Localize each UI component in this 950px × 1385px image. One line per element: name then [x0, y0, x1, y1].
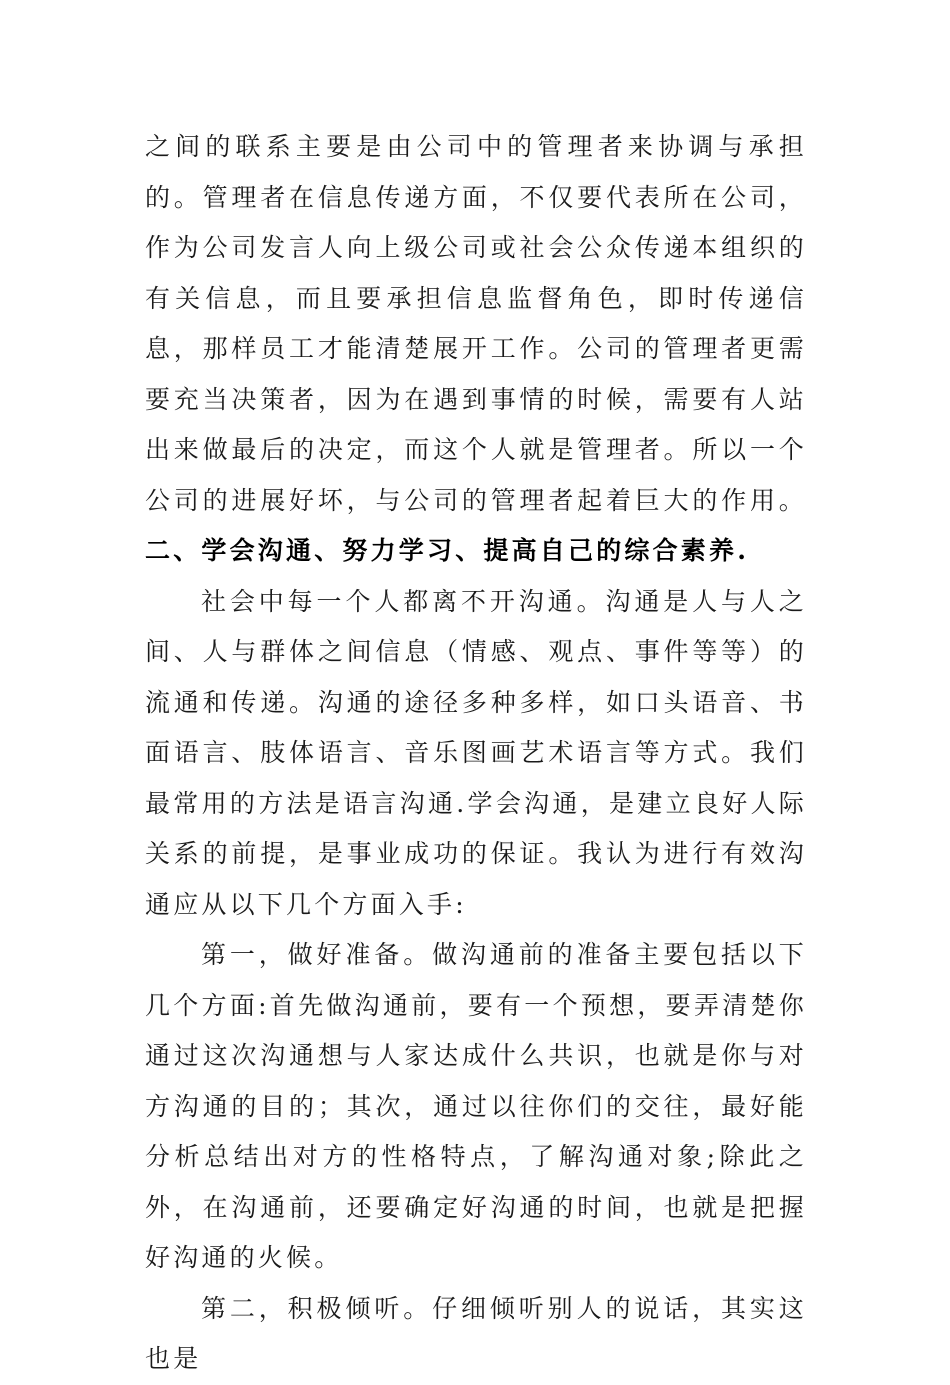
- paragraph-3: 第一，做好准备。做沟通前的准备主要包括以下几个方面:首先做沟通前，要有一个预想，要弄清楚你通过这次沟通想与人家达成什么共识，也就是你与对方沟通的目的；其次，通过以往你们的交往，最好能分析总结出对方的性格特点，了解沟通对象;除此之外，在沟通前，还要确定好沟通的时间，也就是把握好沟通的火候。: [145, 940, 807, 1272]
- paragraph-2: 社会中每一个人都离不开沟通。沟通是人与人之间、人与群体之间信息（情感、观点、事件等等）的流通和传递。沟通的途径多种多样，如口头语音、书面语言、肢体语言、音乐图画艺术语言等方式。我们最常用的方法是语言沟通.学会沟通，是建立良好人际关系的前提，是事业成功的保证。我认为进行有效沟通应从以下几个方面入手:: [145, 586, 807, 919]
- paragraph-1-text: 之间的联系主要是由公司中的管理者来协调与承担的。管理者在信息传递方面，不仅要代表所在公司，作为公司发言人向上级公司或社会公众传递本组织的有关信息，而且要承担信息监督角色，即时传递信息，那样员工才能清楚展开工作。公司的管理者更需要充当决策者，因为在遇到事情的时候，需要有人站出来做最后的决定，而这个人就是管理者。所以一个公司的进展好坏，与公司的管理者起着巨大的作用。: [145, 132, 807, 515]
- paragraph-4: 第二，积极倾听。仔细倾听别人的说话，其实这也是: [145, 1293, 807, 1373]
- section-heading: 二、学会沟通、努力学习、提高自己的综合素养.: [145, 536, 750, 565]
- document-body: [145, 122, 807, 1385]
- paragraph-1: [145, 122, 807, 577]
